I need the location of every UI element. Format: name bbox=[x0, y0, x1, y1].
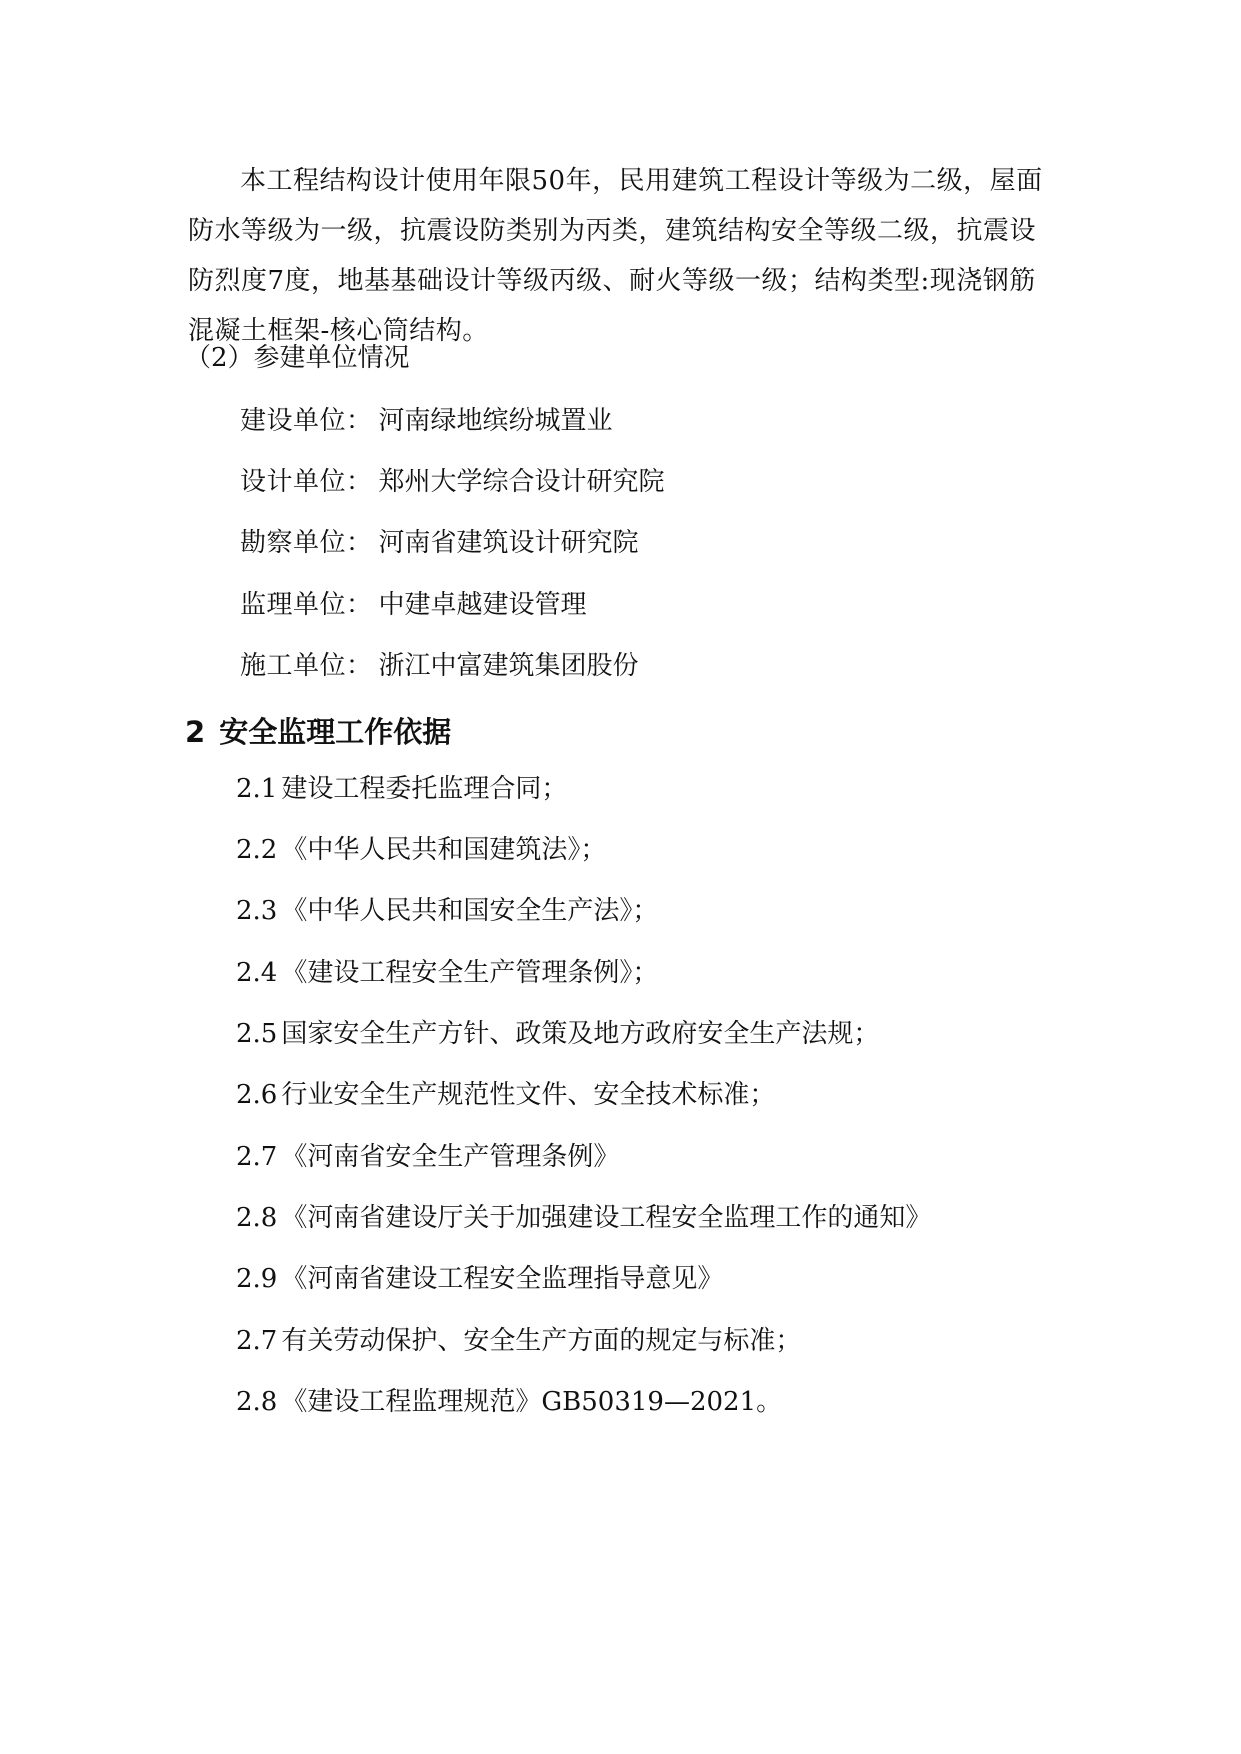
reference-number: 2.6 bbox=[236, 1080, 278, 1110]
reference-number: 2.4 bbox=[236, 958, 278, 988]
unit-label: 监理单位： bbox=[240, 590, 373, 620]
unit-label: 施工单位： bbox=[240, 651, 373, 681]
unit-design bbox=[240, 464, 665, 500]
unit-label: 勘察单位： bbox=[240, 528, 373, 558]
unit-value: 河南省建筑设计研究院 bbox=[378, 528, 639, 558]
reference-text: 《建设工程监理规范》GB50319—2021。 bbox=[281, 1387, 783, 1417]
unit-value: 浙江中富建筑集团股份 bbox=[378, 651, 639, 681]
section-title: 安全监理工作依据 bbox=[219, 715, 452, 749]
reference-item bbox=[236, 771, 567, 807]
reference-text: 《河南省安全生产管理条例》 bbox=[281, 1142, 620, 1172]
reference-text: 《河南省建设厅关于加强建设工程安全监理工作的通知》 bbox=[281, 1203, 932, 1233]
reference-number: 2.7 bbox=[236, 1326, 278, 1356]
reference-text: 国家安全生产方针、政策及地方政府安全生产法规； bbox=[281, 1019, 880, 1049]
reference-text: 《河南省建设工程安全监理指导意见》 bbox=[281, 1264, 724, 1294]
reference-item bbox=[236, 1323, 801, 1359]
reference-item bbox=[236, 1139, 619, 1175]
reference-number: 2.8 bbox=[236, 1203, 278, 1233]
reference-item bbox=[236, 1016, 879, 1052]
reference-number: 2.2 bbox=[236, 835, 278, 865]
section-number: 2 bbox=[185, 715, 206, 749]
reference-item bbox=[236, 893, 658, 929]
reference-item bbox=[236, 1261, 723, 1297]
unit-value: 河南绿地缤纷城置业 bbox=[378, 406, 613, 436]
reference-text: 行业安全生产规范性文件、安全技术标准； bbox=[281, 1080, 776, 1110]
section-heading bbox=[185, 712, 451, 752]
participants-heading: （2）参建单位情况 bbox=[185, 343, 410, 373]
reference-item bbox=[236, 955, 658, 991]
reference-text: 《中华人民共和国安全生产法》； bbox=[281, 896, 659, 926]
unit-construction bbox=[240, 403, 613, 439]
unit-supervision bbox=[240, 587, 587, 623]
unit-survey bbox=[240, 525, 639, 561]
unit-value: 郑州大学综合设计研究院 bbox=[378, 467, 665, 497]
reference-item bbox=[236, 832, 606, 868]
reference-text: 建设工程委托监理合同； bbox=[281, 774, 568, 804]
reference-number: 2.3 bbox=[236, 896, 278, 926]
reference-text: 《建设工程安全生产管理条例》； bbox=[281, 958, 659, 988]
reference-number: 2.7 bbox=[236, 1142, 278, 1172]
reference-number: 2.5 bbox=[236, 1019, 278, 1049]
reference-number: 2.8 bbox=[236, 1387, 278, 1417]
reference-item bbox=[236, 1200, 931, 1236]
unit-label: 设计单位： bbox=[240, 467, 373, 497]
reference-item bbox=[236, 1077, 775, 1113]
reference-number: 2.1 bbox=[236, 774, 278, 804]
reference-item bbox=[236, 1384, 782, 1420]
reference-number: 2.9 bbox=[236, 1264, 278, 1294]
project-description-paragraph: 本工程结构设计使用年限50年，民用建筑工程设计等级为二级，屋面防水等级为一级，抗震设防类别为丙类，建筑结构安全等级二级，抗震设防烈度7度，地基基础设计等级丙级、耐火等级一级；结构类型:现浇钢筋混凝土框架-核心筒结构。 bbox=[188, 166, 1043, 346]
reference-text: 《中华人民共和国建筑法》； bbox=[281, 835, 607, 865]
reference-text: 有关劳动保护、安全生产方面的规定与标准； bbox=[281, 1326, 802, 1356]
unit-value: 中建卓越建设管理 bbox=[378, 590, 587, 620]
unit-label: 建设单位： bbox=[240, 406, 373, 436]
unit-contractor bbox=[240, 648, 639, 684]
